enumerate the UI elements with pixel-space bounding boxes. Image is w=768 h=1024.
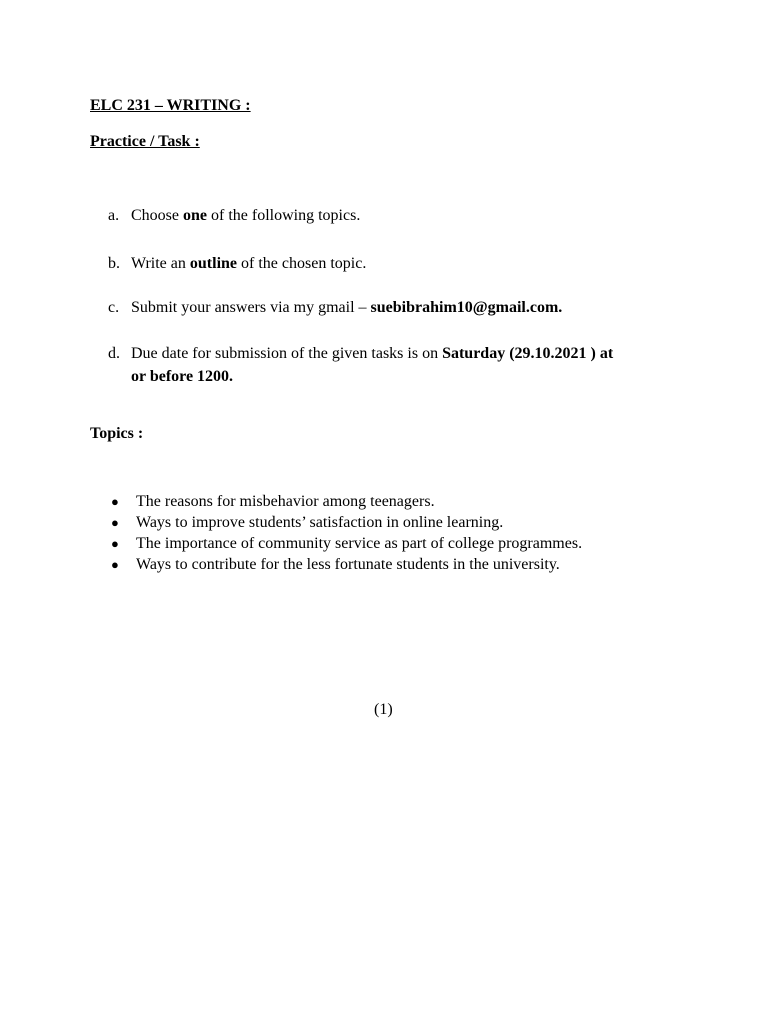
instruction-marker: c. [108,299,120,316]
topic-text: Ways to improve students’ satisfaction in online learning. [136,514,504,531]
instruction-marker: d. [108,345,120,362]
instruction-marker: a. [108,207,120,224]
topics-heading: Topics : [90,425,144,442]
bullet-icon: ● [111,515,119,530]
instruction-text-continued: or before 1200. [131,368,234,385]
practice-task-subheading: Practice / Task : [90,133,200,150]
topic-text: Ways to contribute for the less fortunate students in the university. [136,556,560,573]
bullet-icon: ● [111,494,119,509]
instruction-text: Write an outline of the chosen topic. [131,255,367,272]
gmail-address: suebibrahim10@gmail.com. [370,299,563,316]
page-number: (1) [374,701,393,718]
instruction-text: Submit your answers via my gmail – suebibrahim10@gmail.com. [131,299,563,316]
bullet-icon: ● [111,536,119,551]
instruction-text: Choose one of the following topics. [131,207,361,224]
instruction-marker: b. [108,255,120,272]
topic-text: The reasons for misbehavior among teenagers. [136,493,435,510]
bullet-icon: ● [111,557,119,572]
instruction-text: Due date for submission of the given tasks is on Saturday (29.10.2021 ) at [131,345,614,362]
document-heading: ELC 231 – WRITING : [90,97,251,114]
due-date: Saturday (29.10.2021 ) at [442,345,614,362]
topic-text: The importance of community service as part of college programmes. [136,535,583,552]
